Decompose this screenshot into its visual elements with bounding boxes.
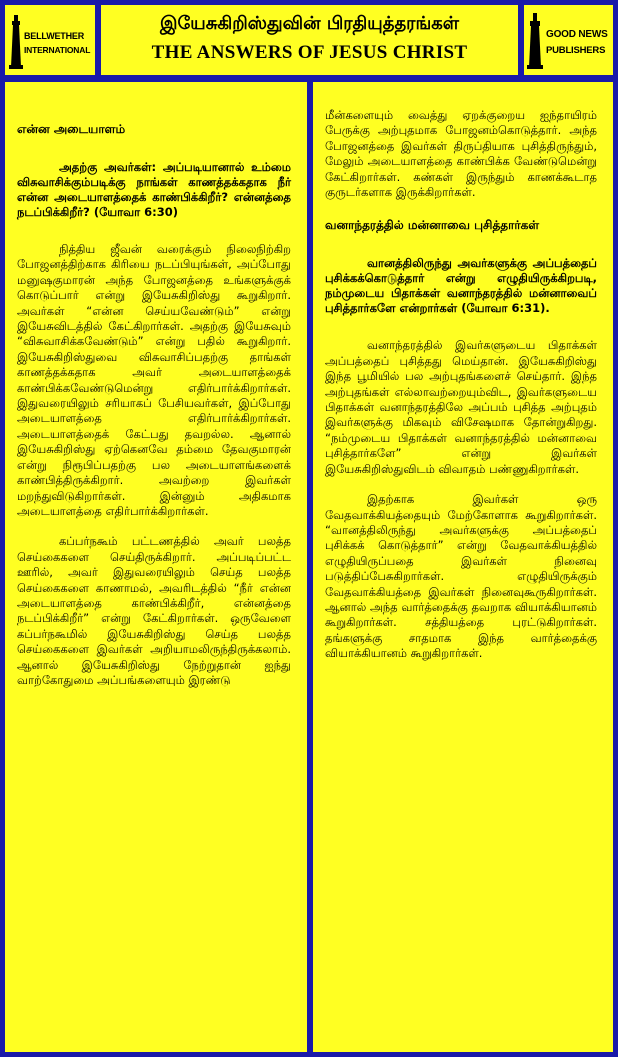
left-column xyxy=(3,80,309,1054)
right-column xyxy=(311,80,615,1054)
logo-left-line1: BELLWETHER xyxy=(24,31,84,41)
verse-reference: (யோவா 6:30) xyxy=(93,205,179,219)
paragraph: நித்திய ஜீவன் வரைக்கும் நிலைநிற்கிற போஜனத்திற்காக கிரியை நடப்பியுங்கள், அப்போது மனுஷகுமாரன் அந்த போஜனத்தை உங்களுக்குக் கொடுப்பார் என்று இயேசுகிறிஸ்து கூறுகிறார். அவர்கள் “என்ன செய்யவேண்டும்” என்று இயேசுவிடத்தில் கேட்கிறார்கள். அதற்கு இயேசுவும் “விசுவாசிக்கவேண்டும்” என்று பதில் கூறுகிறார். இயேசுகிறிஸ்துவை விசுவாசிப்பதற்கு தாங்கள் காணத்தக்கதாக அவர் அடையாளத்தைக் காண்பிக்கவேண்டுமென்று எதிர்பார்க்கிறார்கள். இதுவரையிலும் சரியாகப் பேசியவர்கள், இப்போது அடையாளத்தை எதிர்பார்க்கிறார்கள். அடையாளத்தைக் கேட்பது தவறல்ல. ஆனால் இயேசுகிறிஸ்து ஏற்கெனவே தம்மை தேவகுமாரன் என்று நிரூபிப்பதற்கு பல அடையாளங்களைக் காண்பித்திருக்கிறார். அவற்றை இவர்கள் மறந்துவிடுகிறார்கள். இன்னும் அதிகமாக அடையாளத்தை எதிர்பார்க்கிறார்கள். xyxy=(17,242,291,518)
paragraph: மீன்களையும் வைத்து ஏறக்குறைய ஐந்தாயிரம் பேருக்கு அற்புதமாக போஜனம்கொடுத்தார். அந்த போஜனத்தை இவர்கள் திருப்தியாக புசித்திருந்தும், மேலும் அடையாளத்தை காண்பிக்க வேண்டுமென்று கேட்கிறார்கள். கண்கள் இருந்தும் காணக்கூடாத குருடர்களாக இருக்கிறார்கள். xyxy=(325,108,597,200)
logo-right-line1: GOOD NEWS xyxy=(546,29,608,40)
english-title: THE ANSWERS OF JESUS CHRIST xyxy=(151,42,468,63)
tower-icon xyxy=(9,13,23,69)
scripture-verse: வானத்திலிருந்து அவர்களுக்கு அப்பத்தைப் புசிக்கக்கொடுத்தார் என்று எழுதியிருக்கிறபடி, நம்முடைய பிதாக்கள் வனாந்தரத்தில் மன்னாவைப் புசித்தார்களே என்றார்கள் (யோவா 6:31). xyxy=(325,256,597,316)
paragraph: இதற்காக இவர்கள் ஒரு வேதவாக்கியத்தையும் மேற்கோளாக கூறுகிறார்கள். “வானத்திலிருந்து அவர்களுக்கு அப்பத்தைப் புசிக்கக் கொடுத்தார்” என்று வேதவாக்கியத்தில் எழுதியிருப்பதை இவர்கள் நினைவு படுத்திப்பேசுகிறார்கள். எழுதியிருக்கும் வேதவாக்கியத்தை இவர்கள் நினைவுகூருகிறார்கள். ஆனால் அந்த வார்த்தைக்கு தவறாக வியாக்கியானம் கூறுகிறார்கள். சத்தியத்தை புரட்டுகிறார்கள். தங்களுக்கு சாதமாக இந்த வார்த்தைக்கு வியாக்கியானம் கூறுகிறார்கள். xyxy=(325,492,597,661)
header xyxy=(99,3,520,77)
paragraph: கப்பர்நகூம் பட்டணத்தில் அவர் பலத்த செய்கைகளை செய்திருக்கிறார். அப்படிப்பட்ட ஊரில், அவர் இதுவரையிலும் செய்த பலத்த செய்கைகளை காணாமல், அவரிடத்தில் “நீர் என்ன அடையாளத்தை காண்பிக்கிறீர், என்னத்தை நடப்பிக்கிறீர்” என்று கேட்கிறார்கள். ஒருவேளை கப்பர்நகூமில் இயேசுகிறிஸ்து செய்த பலத்த செய்கைகளை இவர்கள் அறியாமலிருந்திருக்கலாம். ஆனால் இயேசுகிறிஸ்து நேற்றுதான் ஐந்து வாற்கோதுமை அப்பங்களையும் இரண்டு xyxy=(17,534,291,687)
section-heading: வனாந்தரத்தில் மன்னாவை புசித்தார்கள் xyxy=(325,218,540,233)
good-news-logo xyxy=(522,3,615,77)
logo-right-line2: PUBLISHERS xyxy=(546,45,606,56)
tamil-title: இயேசுகிறிஸ்துவின் பிரதியுத்தரங்கள் xyxy=(159,13,459,34)
paragraph: வனாந்தரத்தில் இவர்களுடைய பிதாக்கள் அப்பத்தைப் புசித்தது மெய்தான். இயேசுகிறிஸ்து இந்த பூமியில் பல அற்புதங்களைச் செய்தார். இந்த அற்புதங்கள் எல்லாவற்றையும்விட, இவர்களுடைய பிதாக்கள் வனாந்தரத்திலே அப்பம் புசித்த அற்புதம் இவர்களுக்கு மிகவும் விசேஷமாக தோன்றுகிறது. “நம்முடைய பிதாக்கள் வனாந்தரத்தில் மன்னாவை புசித்தார்களே” என்று இவர்கள் இயேசுகிறிஸ்துவிடம் விவாதம் பண்ணுகிறார்கள். xyxy=(325,338,597,476)
verse-reference: (யோவா 6:31). xyxy=(461,301,550,316)
bellwether-logo xyxy=(3,3,97,77)
logo-left-line2: INTERNATIONAL xyxy=(24,45,91,55)
scripture-verse: அதற்கு அவர்கள்: அப்படியானால் உம்மை விசுவாசிக்கும்படிக்கு நாங்கள் காணத்தக்கதாக நீர் என்ன அடையாளத்தைக் காண்பிக்கிறீர்? என்னத்தை நடப்பிக்கிறீர்? (யோவா 6:30) xyxy=(17,160,291,219)
section-heading: என்ன அடையாளம் xyxy=(17,122,126,136)
tower-icon xyxy=(527,13,543,69)
